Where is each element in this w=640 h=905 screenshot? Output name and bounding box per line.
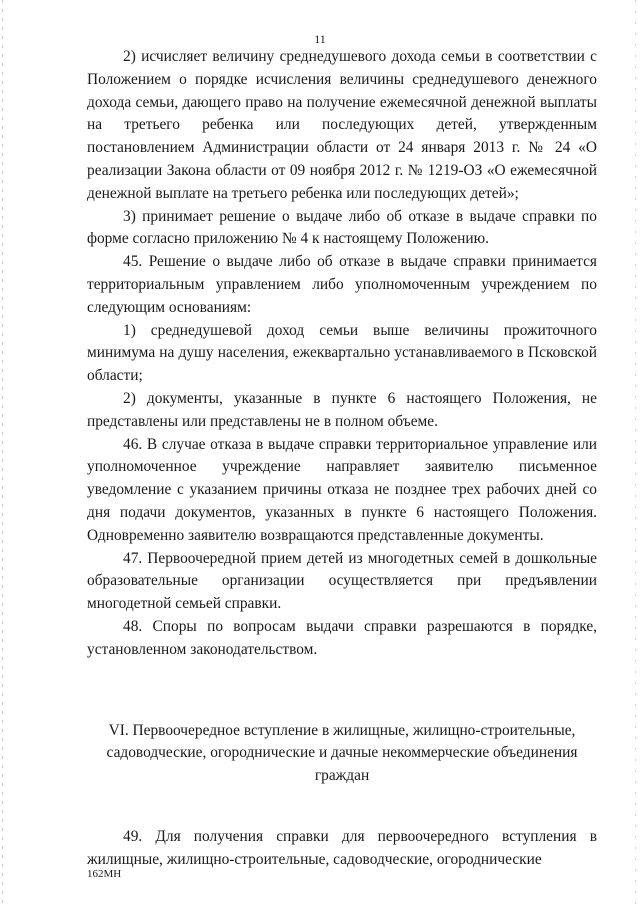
section-heading-line-3: граждан: [314, 767, 370, 785]
paragraph-49: 49. Для получения справки для первоочередного вступления в жилищные, жилищно-строительные, садоводческие, огороднические: [87, 827, 597, 868]
paragraph-46: 46. В случае отказа в выдаче справки территориальное управление или уполномоченное учреждение направляет заявителю письменное уведомление с указанием причины отказа не позднее трех рабочих дней со дня подачи документов, указанных в пункте 6 настоящего Положения. Одновременно заявителю возвращаются представленные документы.: [87, 435, 597, 544]
document-body: [87, 46, 597, 872]
paragraph-45: 45. Решение о выдаче либо об отказе в выдаче справки принимается территориальным управлением либо уполномоченным учреждением по следующим основаниям:: [87, 253, 597, 316]
document-code: 162МН: [87, 868, 122, 880]
paragraph-47: 47. Первоочередной прием детей из многодетных семей в дошкольные образовательные организации осуществляется при предъявлении многодетной семьей справки.: [87, 549, 597, 613]
scan-edge-left: [2, 0, 3, 905]
page-number: 11: [314, 32, 326, 46]
paragraph-45-item-1: 1) среднедушевой доход семьи выше величины прожиточного минимума на душу населения, ежеквартально устанавливаемого в Псковской области;: [87, 321, 597, 385]
paragraph-item-2: 2) исчисляет величину среднедушевого дохода семьи в соответствии с Положением о порядке исчисления величины среднедушевого денежного дохода семьи, дающего право на получение ежемесячной денежной выплаты на третьего ребенка или последующих детей, утвержденным постановлением Администрации области от 24 января 2013 г. № 24 «О реализации Закона области от 09 ноября 2012 г. № 1219-ОЗ «О ежемесячной денежной выплате на третьего ребенка или последующих детей»;: [87, 48, 597, 202]
paragraph-48: 48. Споры по вопросам выдачи справки разрешаются в порядке, установленном законодательством.: [87, 617, 597, 658]
section-heading-line-2: садоводческие, огороднические и дачные некоммерческие объединения: [106, 744, 578, 762]
scan-edge-right: [635, 0, 636, 905]
section-heading-line-1: VI. Первоочередное вступление в жилищные, жилищно-строительные,: [108, 721, 576, 739]
paragraph-item-3: 3) принимает решение о выдаче либо об отказе в выдаче справки по форме согласно приложению № 4 к настоящему Положению.: [87, 207, 597, 248]
paragraph-45-item-2: 2) документы, указанные в пункте 6 настоящего Положения, не представлены или представлены не в полном объеме.: [87, 389, 597, 430]
section-heading: [87, 720, 597, 788]
